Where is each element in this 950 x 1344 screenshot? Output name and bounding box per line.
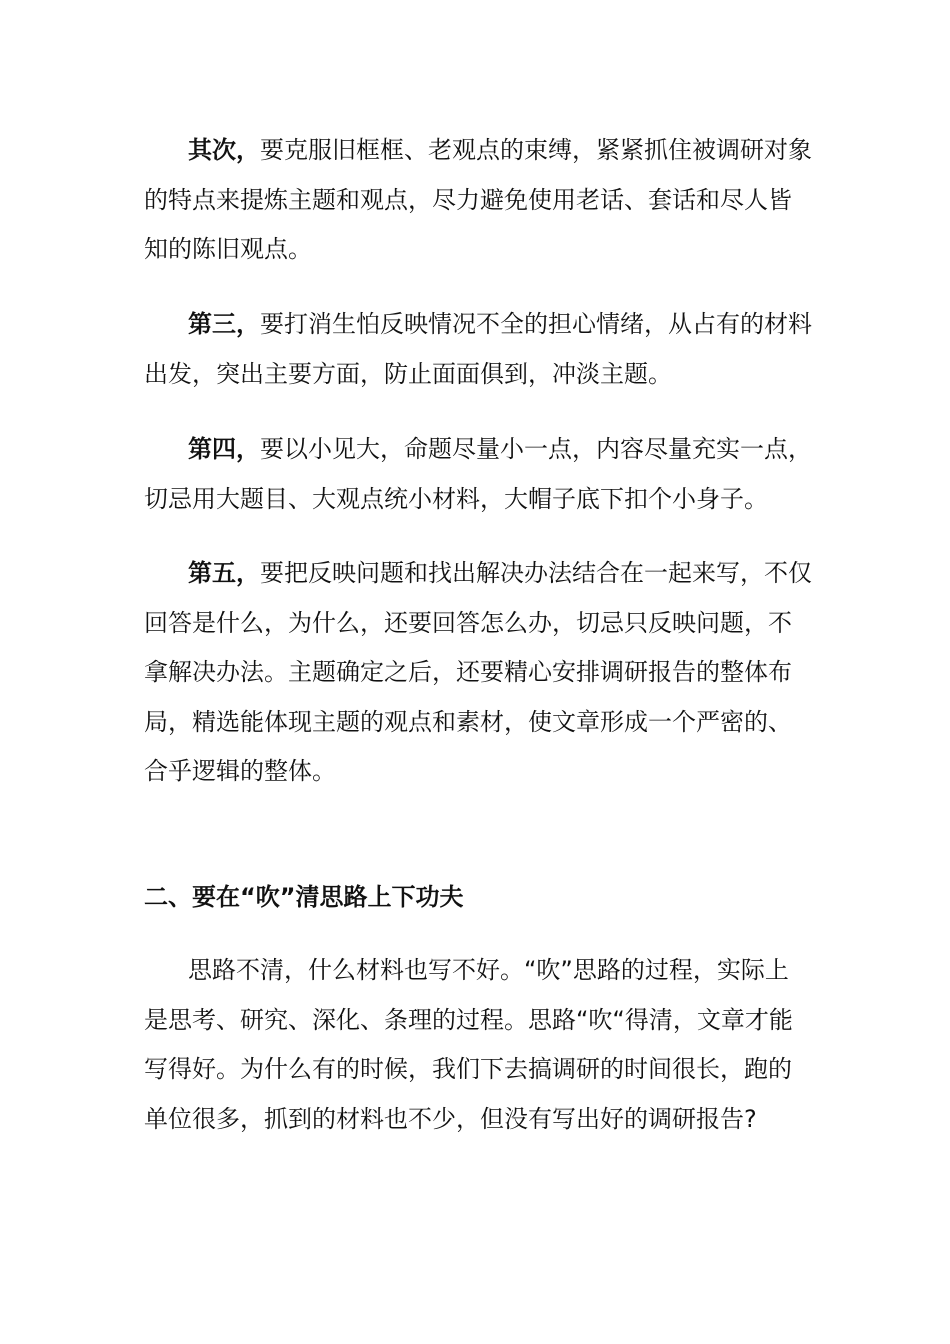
paragraph-lead: 第五，	[188, 559, 260, 587]
paragraph-text: 要打消生怕反映情况不全的担心情绪，从占有的材料出发，突出主要方面，防止面面俱到，冲淡主题。	[144, 310, 812, 388]
section-paragraph: 思路不清，什么材料也写不好。“吹”思路的过程，实际上是思考、研究、深化、条理的过程。思路“吹“得清，文章才能写得好。为什么有的时候，我们下去搞调研的时间很长，跑的单位很多，抓到的材料也不少，但没有写出好的调研报告?	[144, 956, 793, 1133]
section-heading: 二、要在“吹”清思路上下功夫	[144, 883, 464, 911]
paragraph-lead: 第四，	[188, 435, 260, 463]
paragraph-diwu	[144, 549, 812, 797]
paragraph-lead: 其次，	[188, 136, 260, 164]
paragraph-text: 要以小见大，命题尽量小一点，内容尽量充实一点，切忌用大题目、大观点统小材料，大帽子底下扣个小身子。	[144, 435, 812, 513]
paragraph-text: 要把反映问题和找出解决办法结合在一起来写，不仅回答是什么，为什么，还要回答怎么办，切忌只反映问题，不拿解决办法。主题确定之后，还要精心安排调研报告的整体布局，精选能体现主题的观点和素材，使文章形成一个严密的、合乎逻辑的整体。	[144, 559, 812, 785]
paragraph-disi	[144, 425, 812, 524]
paragraph-text: 要克服旧框框、老观点的束缚，紧紧抓住被调研对象的特点来提炼主题和观点，尽力避免使用老话、套话和尽人皆知的陈旧观点。	[144, 136, 812, 263]
paragraph-qici	[144, 126, 812, 275]
paragraph-lead: 第三，	[188, 310, 260, 338]
paragraph-disan	[144, 300, 812, 399]
